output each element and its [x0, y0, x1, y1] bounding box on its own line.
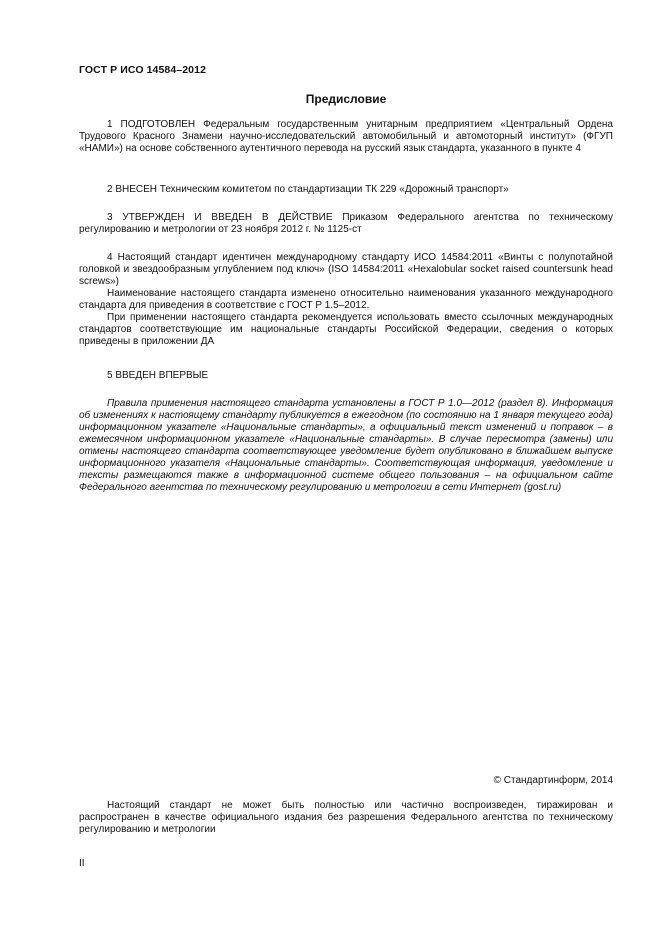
foreword-item-3 — [79, 212, 613, 236]
paragraph-item-4-2: Наименование настоящего стандарта изменено относительно наименования указанного международного стандарта для приведения в соответствие с ГОСТ Р 1.5–2012. — [79, 288, 613, 311]
paragraph-item-5: 5 ВВЕДЕН ВПЕРВЫЕ — [107, 370, 209, 381]
reproduction-notice — [79, 800, 613, 836]
foreword-item-5 — [79, 370, 613, 382]
paragraph-item-4-1: 4 Настоящий стандарт идентичен международному стандарту ИСО 14584:2011 «Винты с полупотайной головкой и звездообразным углублением под ключ» (ISO 14584:2011 «Hexalobular socket raised countersunk head screws») — [79, 252, 613, 287]
paragraph-item-4-3: При применении настоящего стандарта рекомендуется использовать вместо ссылочных международных стандартов соответствующие им национальные стандарты Российской Федерации, сведения о которых приведены в приложении ДА — [79, 312, 613, 347]
page-title: Предисловие — [305, 92, 387, 106]
foreword-item-2 — [79, 184, 613, 196]
page-number: II — [79, 858, 85, 869]
document-header: ГОСТ Р ИСО 14584–2012 — [79, 64, 207, 76]
rules-note-text: Правила применения настоящего стандарта установлены в ГОСТ Р 1.0—2012 (раздел 8). Информация об изменениях к настоящему стандарту публикуется в ежегодном (по состоянию на 1 января текущего года) информационном указателе «Национальные стандарты», а официальный текст изменений и поправок – в ежемесячном информационном указателе «Национальные стандарты». В случае пересмотра (замены) или отмены настоящего стандарта соответствующее уведомление будет опубликовано в ближайшем выпуске информационного указателя «Национальные стандарты». Соответствующая информация, уведомление и тексты размещаются также в информационной системе общего пользования – на официальном сайте Федерального агентства по техническому регулированию и метрологии в сети Интернет (gost.ru) — [79, 398, 613, 493]
foreword-item-4 — [79, 252, 613, 348]
copyright: © Стандартинформ, 2014 — [493, 775, 613, 786]
paragraph-item-3: 3 УТВЕРЖДЕН И ВВЕДЕН В ДЕЙСТВИЕ Приказом Федерального агентства по техническому регулированию и метрологии от 23 ноября 2012 г. № 1125-ст — [79, 212, 613, 235]
foreword-item-1 — [79, 119, 613, 155]
reproduction-notice-text: Настоящий стандарт не может быть полностью или частично воспроизведен, тиражирован и распространен в качестве официального издания без разрешения Федерального агентства по техническому регулированию и метрологии — [79, 800, 613, 835]
rules-note — [79, 398, 613, 494]
paragraph-item-1: 1 ПОДГОТОВЛЕН Федеральным государственным унитарным предприятием «Центральный Ордена Трудового Красного Знамени научно-исследовательский автомобильный и автомоторный институт» (ФГУП «НАМИ») на основе собственного аутентичного перевода на русский язык стандарта, указанного в пункте 4 — [79, 119, 613, 154]
paragraph-item-2: 2 ВНЕСЕН Техническим комитетом по стандартизации ТК 229 «Дорожный транспорт» — [107, 184, 509, 195]
